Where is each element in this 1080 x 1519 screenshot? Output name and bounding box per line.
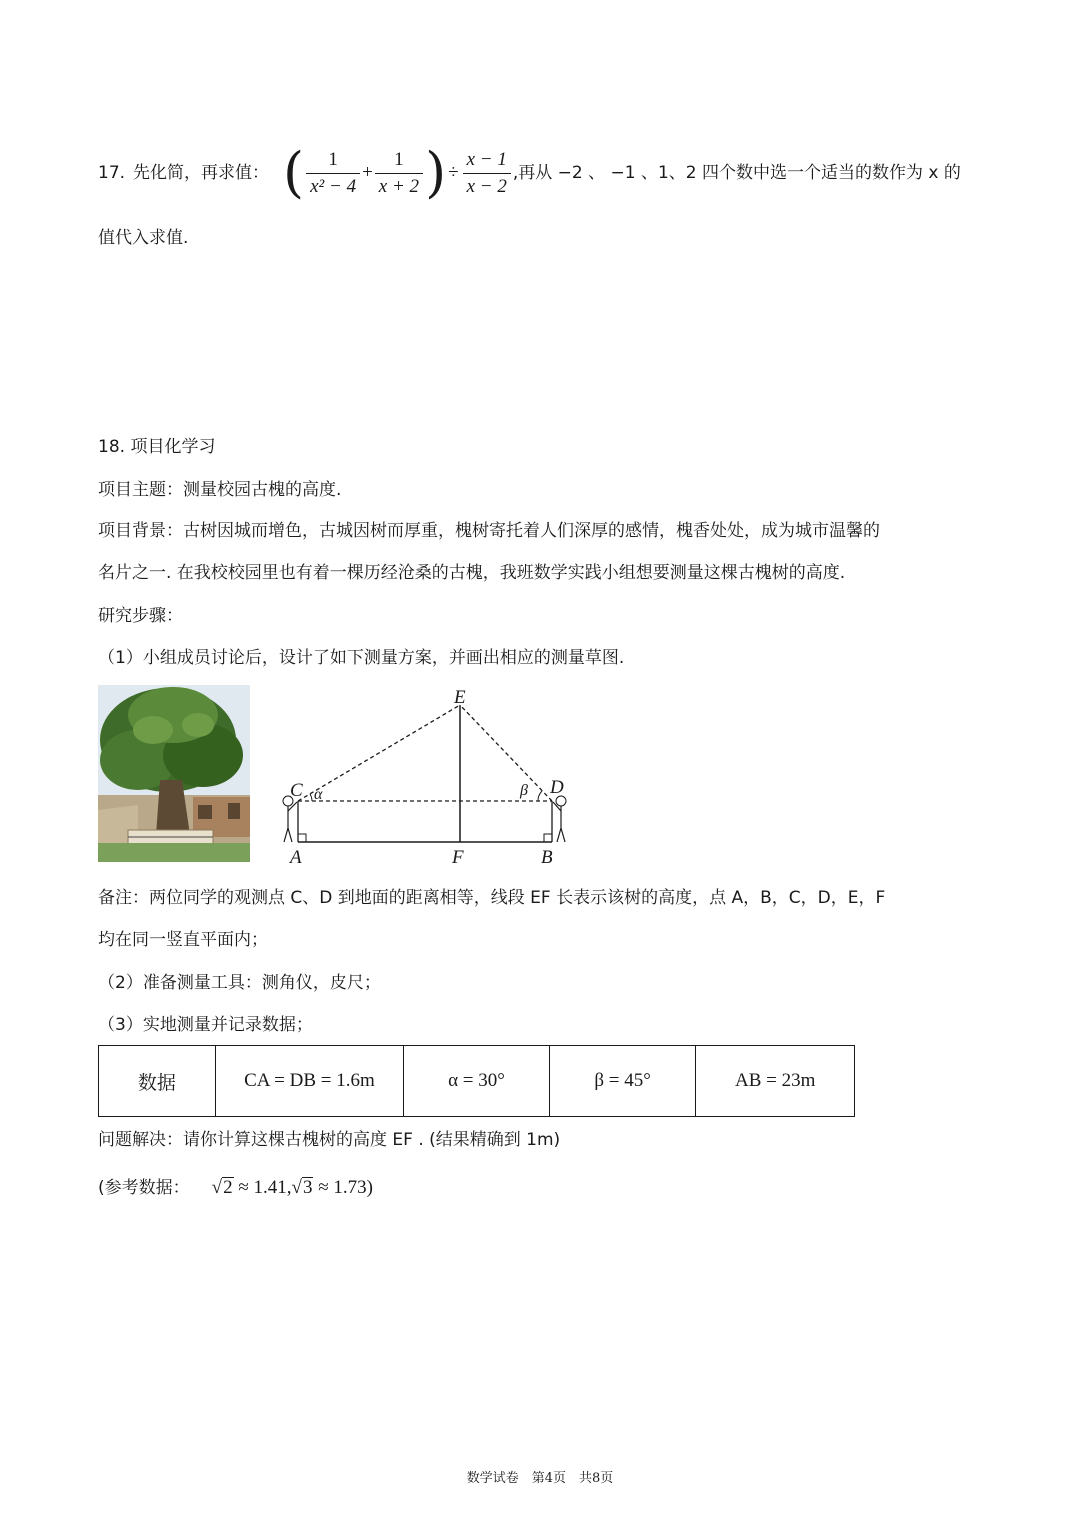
table-row	[99, 1046, 855, 1117]
q18-title: 18. 项目化学习	[98, 437, 216, 457]
q18-reference	[98, 1176, 373, 1200]
label-f: F	[452, 847, 464, 868]
q17-expression	[283, 141, 513, 204]
table-cell-alpha: α = 30°	[404, 1046, 550, 1117]
fraction-3	[463, 147, 511, 200]
table-cell-ca-db: CA = DB = 1.6m	[215, 1046, 404, 1117]
table-cell-ab: AB = 23m	[696, 1046, 855, 1117]
angle-alpha-arc	[310, 794, 312, 801]
q17-prefix: 先化简，再求值：	[133, 163, 270, 183]
measurement-diagram	[270, 683, 580, 868]
label-c: C	[290, 780, 303, 801]
reference-label: (参考数据：	[98, 1178, 190, 1198]
reference-values: √2 ≈ 1.41,√3 ≈ 1.73)	[211, 1177, 373, 1198]
label-e: E	[454, 687, 466, 708]
q18-step2: （2）准备测量工具：测角仪，皮尺；	[98, 973, 381, 993]
table-cell-header: 数据	[99, 1046, 216, 1117]
sqrt3-radicand: 3	[302, 1177, 313, 1198]
label-a: A	[290, 847, 302, 868]
fraction-3-denominator: x − 2	[466, 175, 507, 197]
right-angle-a	[298, 834, 306, 842]
label-beta: β	[520, 782, 528, 799]
q18-background-line1: 项目背景：古树因城而增色，古城因树而厚重，槐树寄托着人们深厚的感情，槐香处处，成为城市温馨的	[98, 521, 880, 541]
q18-theme: 项目主题：测量校园古槐的高度.	[98, 480, 342, 500]
reference-approx1: ≈ 1.41,	[238, 1177, 292, 1198]
right-angle-b	[544, 834, 552, 842]
q18-note-line2: 均在同一竖直平面内；	[98, 930, 268, 950]
tree-photo	[98, 685, 250, 862]
fraction-1-numerator: 1	[306, 147, 360, 174]
fraction-1	[306, 147, 360, 200]
q17-number: 17.	[98, 163, 126, 183]
reference-approx2: ≈ 1.73)	[318, 1177, 373, 1198]
fraction-1-denominator: x² − 4	[310, 175, 357, 197]
q18-question: 问题解决：请你计算这棵古槐树的高度 EF . (结果精确到 1m)	[98, 1130, 561, 1150]
q17-suffix: ,再从 −2 、 −1 、1、2 四个数中选一个适当的数作为 x 的	[512, 163, 961, 183]
sqrt2-radicand: 2	[223, 1177, 233, 1198]
q17-line1	[98, 141, 961, 204]
angle-beta-arc	[538, 791, 542, 801]
plus-sign: +	[362, 162, 373, 183]
table-cell-beta: β = 45°	[549, 1046, 696, 1117]
q17-line2: 值代入求值.	[98, 228, 189, 248]
observer-right-icon	[553, 796, 566, 842]
fraction-2-numerator: 1	[375, 147, 423, 174]
q18-step1: （1）小组成员讨论后，设计了如下测量方案，并画出相应的测量草图.	[98, 648, 625, 668]
label-alpha: α	[314, 786, 323, 803]
fraction-2	[375, 147, 423, 200]
q18-note-line1: 备注：两位同学的观测点 C、D 到地面的距离相等，线段 EF 长表示该树的高度，点 A，B，C，D，E，F	[98, 888, 886, 908]
fraction-3-numerator: x − 1	[463, 147, 511, 174]
page-footer: 数学试卷 第4页 共8页	[466, 1471, 614, 1486]
fraction-2-denominator: x + 2	[378, 175, 420, 197]
q18-steps-label: 研究步骤：	[98, 606, 183, 626]
q18-background-line2: 名片之一. 在我校校园里也有着一棵历经沧桑的古槐，我班数学实践小组想要测量这棵古槐树的高度.	[98, 563, 846, 583]
left-paren: (	[283, 141, 305, 204]
q18-step3: （3）实地测量并记录数据；	[98, 1015, 313, 1035]
label-d: D	[550, 777, 564, 798]
divide-sign: ÷	[448, 162, 459, 183]
observer-left-icon	[283, 796, 297, 842]
right-paren: )	[425, 141, 447, 204]
data-table	[98, 1045, 855, 1117]
sight-line-de	[460, 705, 552, 801]
label-b: B	[541, 847, 553, 868]
